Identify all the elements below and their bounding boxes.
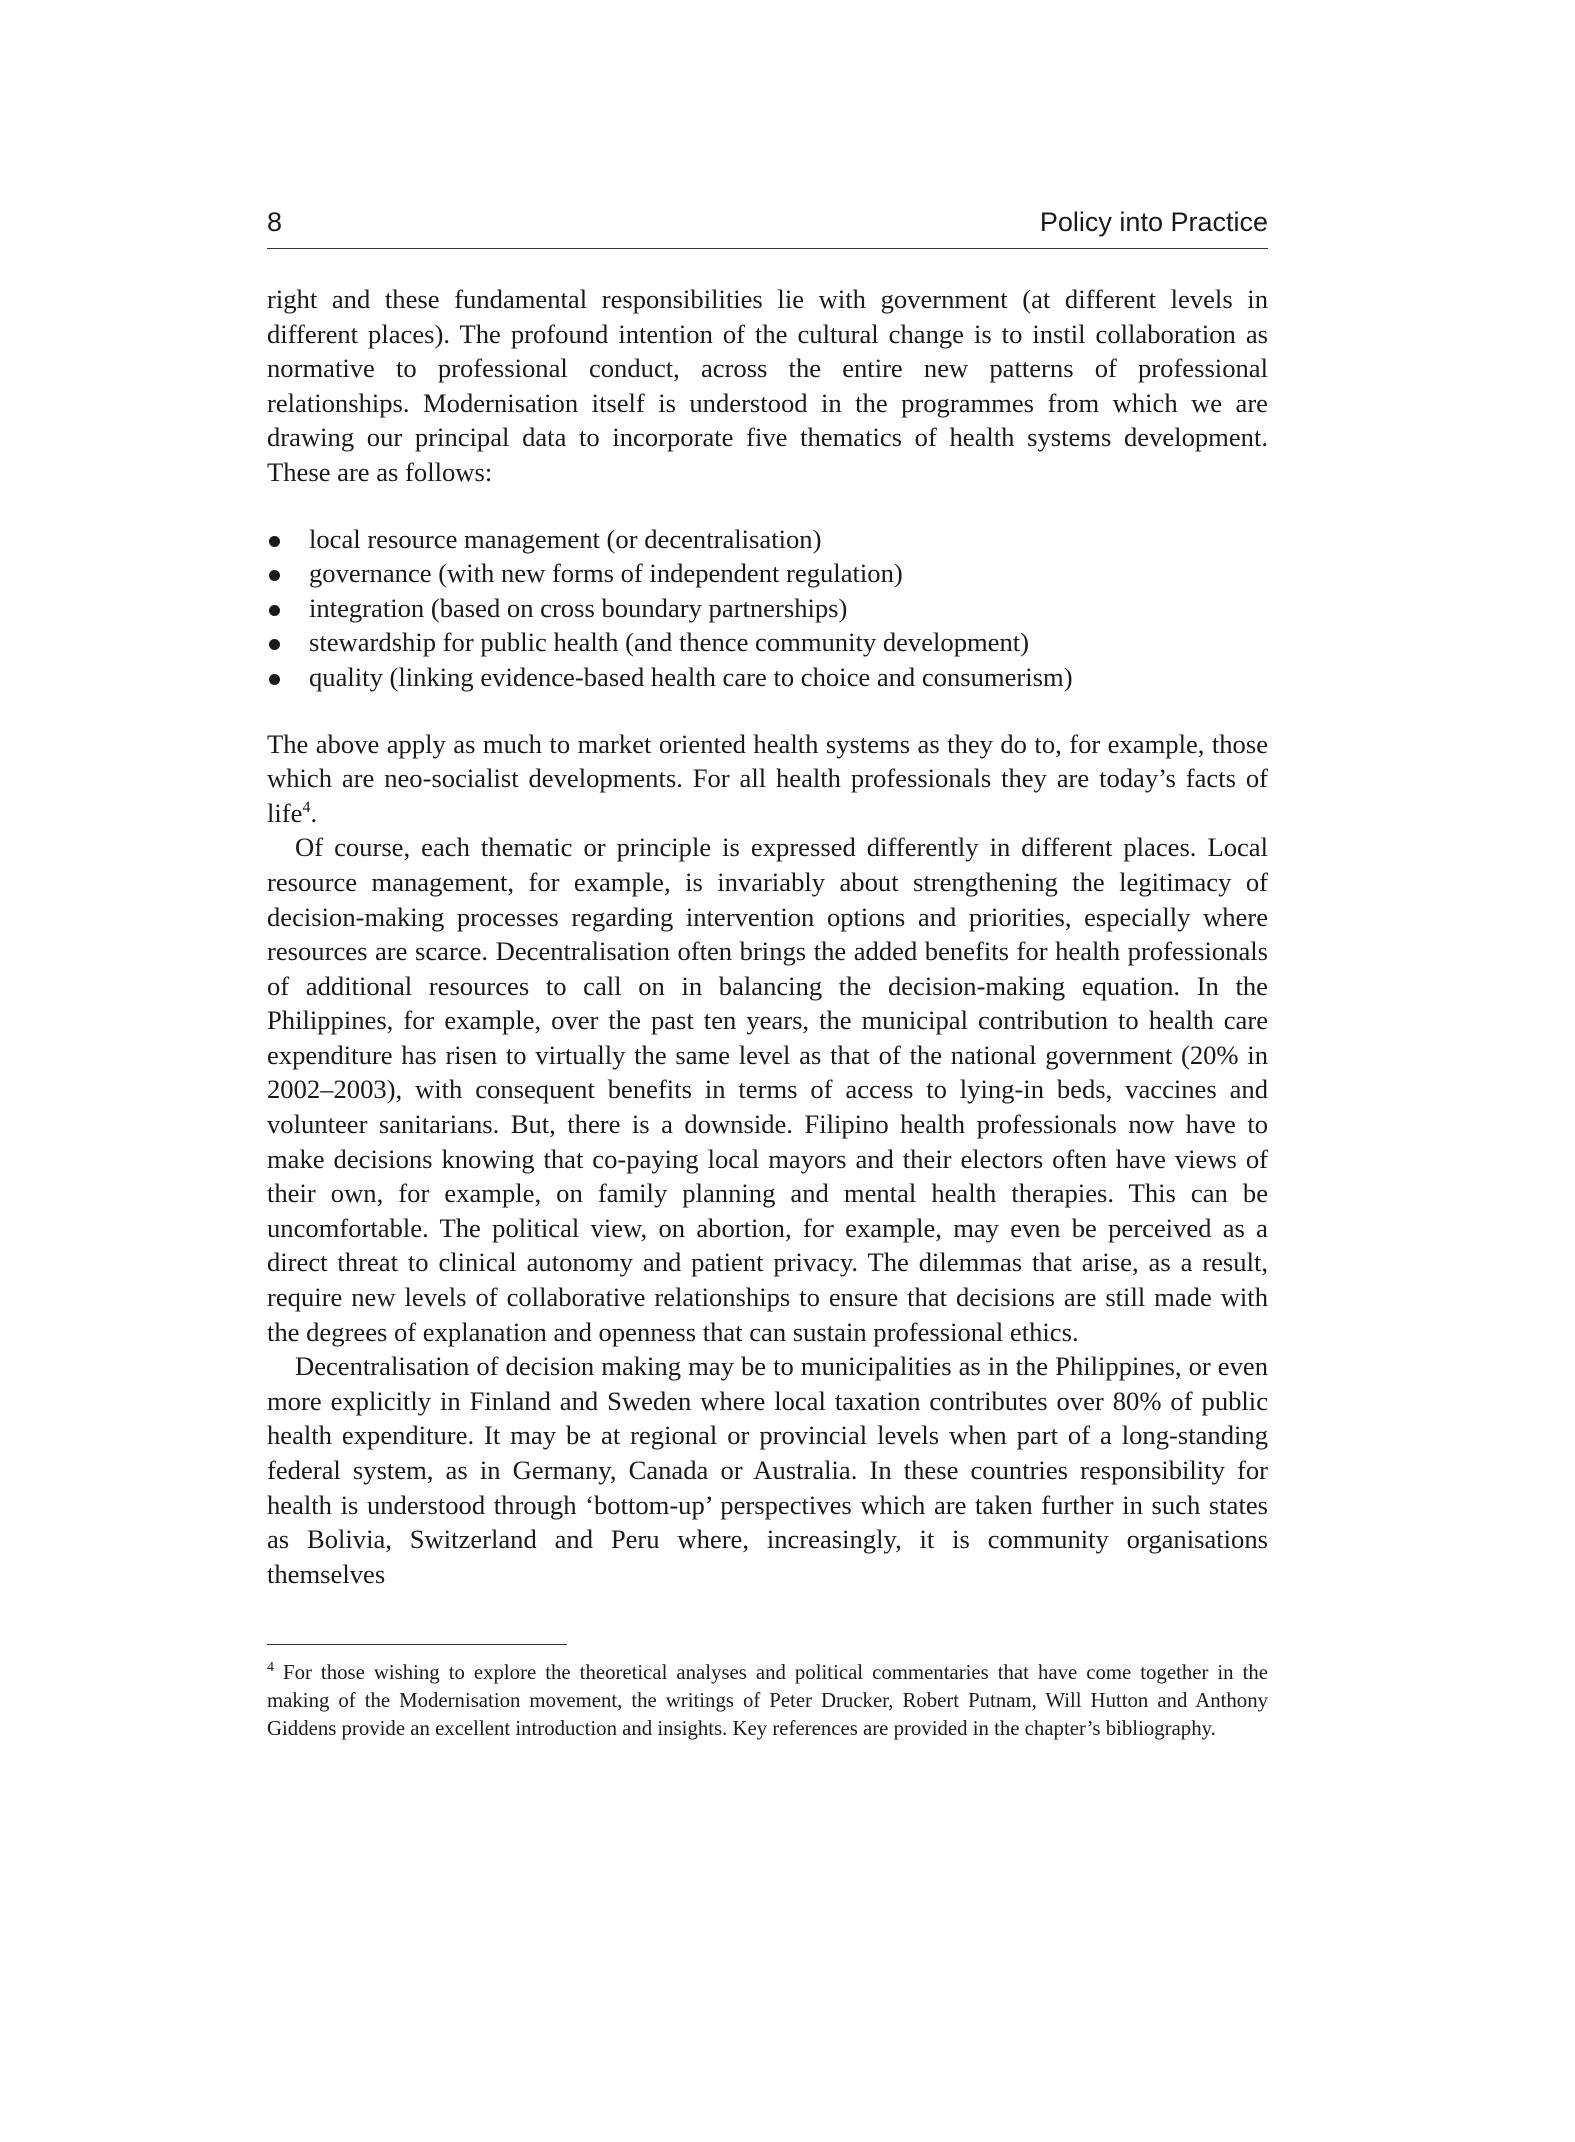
footnote-text: For those wishing to explore the theoretical analyses and political commentaries that have come together in the making of the Modernisation movement, the writings of Peter Drucker, Robert Putnam, Will Hutton and Anthony Giddens provide an excellent introduction and insights. Key references are provided in the chapter’s bibliography.	[267, 1661, 1268, 1740]
running-header	[267, 205, 1268, 249]
list-item-text: governance (with new forms of independent regulation)	[309, 558, 903, 589]
paragraph-4: Decentralisation of decision making may be to municipalities as in the Philippines, or even more explicitly in Finland and Sweden where local taxation contributes over 80% of public health expenditure. It may be at regional or provincial levels when part of a long-standing federal system, as in Germany, Canada or Australia. In these countries responsibility for health is understood through ‘bottom-up’ perspectives which are taken further in such states as Bolivia, Switzerland and Peru where, increasingly, it is community organisations themselves	[267, 1351, 1268, 1589]
list-item	[267, 660, 1268, 695]
footnote	[267, 1659, 1268, 1742]
footnote-divider	[267, 1644, 567, 1645]
paragraph-2	[267, 727, 1268, 831]
list-item	[267, 625, 1268, 660]
thematics-list	[267, 522, 1268, 695]
book-page	[267, 205, 1268, 1742]
paragraph-2-text: The above apply as much to market oriented health systems as they do to, for example, those which are neo-socialist developments. For all health professionals they are today’s facts of life	[267, 728, 1268, 828]
list-item-text: stewardship for public health (and thence community development)	[309, 627, 1030, 658]
list-item-text: quality (linking evidence-based health care to choice and consumerism)	[309, 661, 1073, 692]
paragraph-2-end: .	[310, 797, 318, 828]
page-number: 8	[267, 207, 283, 237]
bullet-icon	[269, 570, 280, 581]
running-title: Policy into Practice	[1039, 207, 1268, 237]
list-item-text: integration (based on cross boundary partnerships)	[309, 592, 848, 623]
bullet-icon	[269, 674, 280, 685]
bullet-icon	[269, 639, 280, 650]
paragraph-1: right and these fundamental responsibilities lie with government (at different levels in different places). The profound intention of the cultural change is to instil collaboration as normative to professional conduct, across the entire new patterns of professional relationships. Modernisation itself is understood in the programmes from which we are drawing our principal data to incorporate five thematics of health systems development. These are as follows:	[267, 284, 1268, 487]
list-item	[267, 556, 1268, 591]
body-text	[267, 282, 1268, 1591]
bullet-icon	[269, 605, 280, 616]
list-item	[267, 591, 1268, 626]
paragraph-3: Of course, each thematic or principle is expressed differently in different places. Local resource management, for example, is invariably about strengthening the legitimacy of decision-making processes regarding intervention options and priorities, especially where resources are scarce. Decentralisation often brings the added benefits for health professionals of additional resources to call on in balancing the decision-making equation. In the Philippines, for example, over the past ten years, the municipal contribution to health care expenditure has risen to virtually the same level as that of the national government (20% in 2002–2003), with consequent benefits in terms of access to lying-in beds, vaccines and volunteer sanitarians. But, there is a downside. Filipino health professionals now have to make decisions knowing that co-paying local mayors and their electors often have views of their own, for example, on family planning and mental health therapies. This can be uncomfortable. The political view, on abortion, for example, may even be perceived as a direct threat to clinical autonomy and patient privacy. The dilemmas that arise, as a result, require new levels of collaborative relationships to ensure that decisions are still made with the degrees of explanation and openness that can sustain professional ethics.	[267, 832, 1268, 1347]
bullet-icon	[269, 536, 280, 547]
footnote-marker: 4	[267, 1660, 274, 1676]
list-item-text: local resource management (or decentralisation)	[309, 523, 822, 554]
list-item	[267, 522, 1268, 557]
footnote-reference[interactable]: 4	[302, 798, 311, 816]
